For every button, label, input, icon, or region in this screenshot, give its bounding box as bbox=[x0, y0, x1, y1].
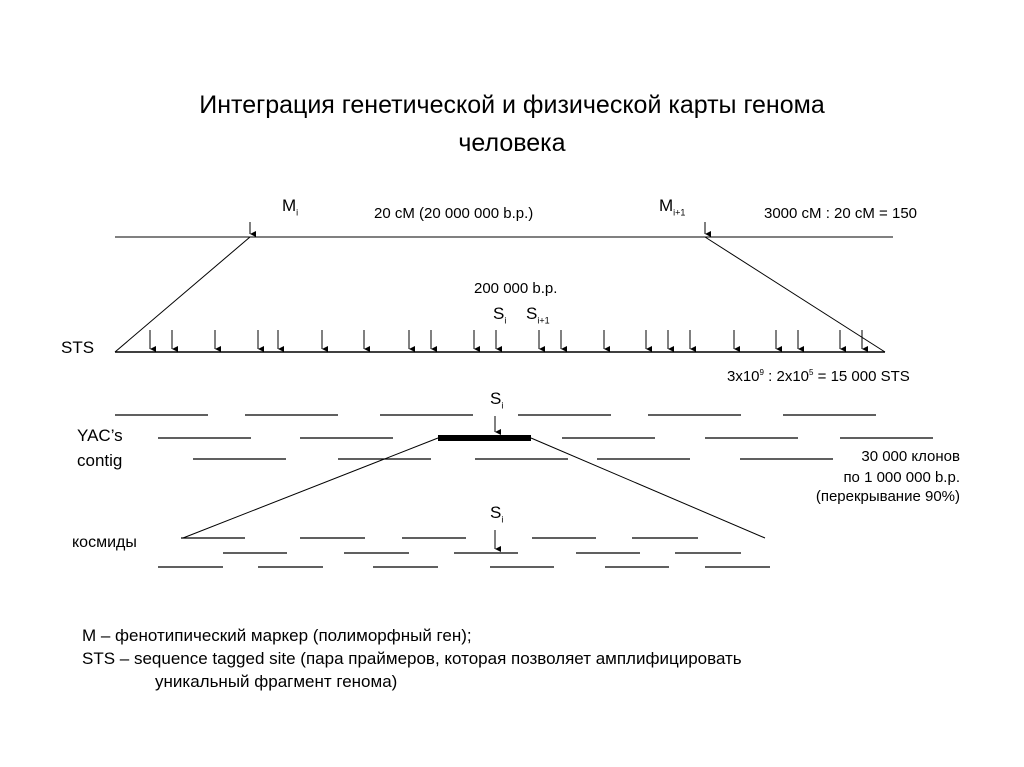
ratio-label: 3000 cM : 20 cM = 150 bbox=[764, 205, 918, 222]
sts-count-label: $3x10^9$ : $2x10^5 = 15$ 000 STS bbox=[727, 368, 910, 385]
yac-note-2: по 1 000 000 b.p. bbox=[843, 469, 960, 486]
contig-label: contig bbox=[77, 451, 123, 470]
cosmid-site-label: $S_i$ bbox=[490, 503, 504, 525]
cosmids-label: космиды bbox=[72, 534, 137, 551]
sts-site-left: $S_i$ bbox=[493, 304, 507, 326]
sts-label: STS bbox=[61, 338, 95, 357]
sts-site-right: $S_{i+1}$ bbox=[526, 304, 550, 326]
distance-label: 20 cM (20 000 000 b.p.) bbox=[374, 205, 534, 222]
marker-right-label: $M_{i+1}$ bbox=[659, 196, 686, 218]
yac-label: YAC’s bbox=[77, 426, 123, 445]
cosmid-clones bbox=[158, 538, 770, 567]
sts-spacing-label: 200 000 b.p. bbox=[474, 280, 558, 297]
yac-note-3: (перекрывание 90%) bbox=[815, 488, 960, 505]
marker-left-label: $M_i$ bbox=[282, 196, 299, 218]
trapezoid-left bbox=[115, 237, 250, 352]
yac-selected-clone bbox=[438, 435, 531, 441]
zoom-line-left bbox=[183, 438, 438, 538]
legend-line-3: уникальный фрагмент генома) bbox=[155, 672, 398, 691]
legend-line-1: M – фенотипический маркер (полиморфный ген); bbox=[82, 626, 472, 645]
title-line-1: Интеграция генетической и физической карты генома bbox=[199, 91, 825, 119]
yac-note-1: 30 000 клонов bbox=[861, 448, 960, 465]
zoom-line-right bbox=[531, 438, 765, 538]
trapezoid-right bbox=[705, 237, 885, 352]
yac-site-label: $S_i$ bbox=[490, 389, 504, 411]
title-line-2: человека bbox=[458, 129, 566, 157]
sts-arrows bbox=[150, 330, 862, 349]
legend-line-2: STS – sequence tagged site (пара праймеров, которая позволяет амплифицировать bbox=[82, 649, 742, 668]
